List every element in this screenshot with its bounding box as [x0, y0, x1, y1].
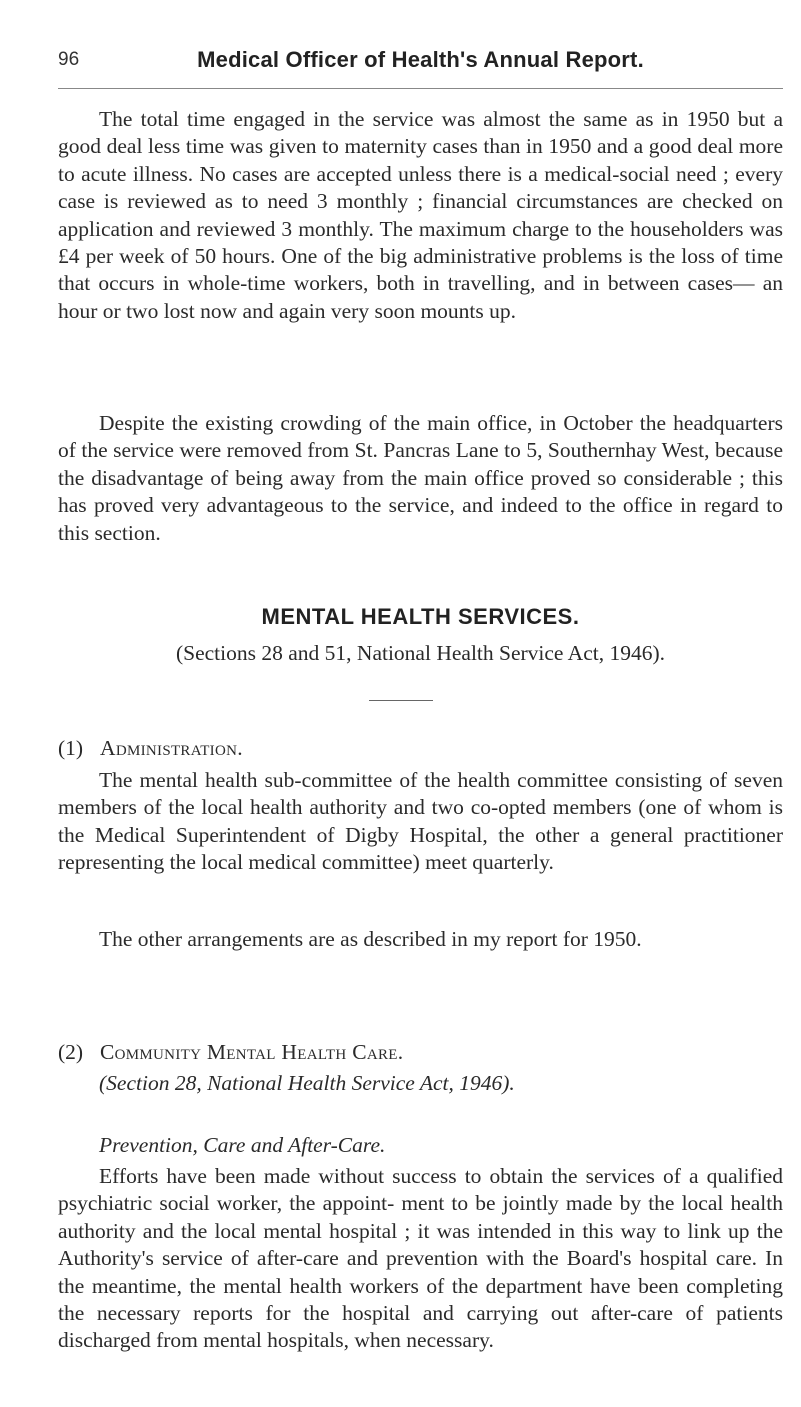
paragraph-time-engaged [58, 106, 783, 325]
page-header [58, 49, 783, 79]
body-paragraph: The total time engaged in the service was almost the same as in 1950 but a good deal less time was given to maternity cases than in 1950 and a good deal more to acute illness. No cases are accepted unless there is a medical-social need ; every case is reviewed as to need 3 monthly ; financial circumstances are checked on application and reviewed 3 monthly. The maximum charge to the householders was £4 per week of 50 hours. One of the big administrative problems is the loss of time that occurs in whole-time workers, both in travelling, and in between cases— an hour or two lost now and again very soon mounts up. [58, 107, 783, 323]
subsection-title: Community Mental Health Care. [100, 1040, 404, 1064]
section-subtitle: (Sections 28 and 51, National Health Service Act, 1946). [175, 641, 665, 665]
act-reference: (Section 28, National Health Service Act, 1946). [99, 1071, 515, 1095]
administration-body [58, 767, 783, 877]
page-number: 96 [58, 49, 80, 70]
community-care-reference [99, 1071, 783, 1096]
body-paragraph: Despite the existing crowding of the main office, in October the headquarters of the service were removed from St. Pancras Lane to 5, Southernhay West, because the disadvantage of being away from the main office proved so considerable ; this has proved very advantageous to the service, and indeed to the office in regard to this section. [58, 411, 783, 545]
administration-heading [58, 736, 783, 761]
running-title: Medical Officer of Health's Annual Report. [197, 47, 644, 72]
section-title: MENTAL HEALTH SERVICES. [261, 604, 580, 629]
subsection-number: (1) [58, 736, 84, 760]
subheading: Prevention, Care and After-Care. [99, 1133, 386, 1157]
body-paragraph: Efforts have been made without success to obtain the services of a qualified psychiatric social worker, the appoint- ment to be jointly made by the local health authority and the local mental hospital ; it was intended in this way to link up the Authority's service of after-care and prevention with the Board's hospital care. In the meantime, the mental health workers of the department have been completing the necessary reports for the hospital and carrying out after-care of patients discharged from mental hospitals, when necessary. [58, 1164, 783, 1353]
body-paragraph: The mental health sub-committee of the health committee consisting of seven members of the local health authority and two co-opted members (one of whom is the Medical Superintendent of Digby Hospital, the other a general practitioner representing the local medical committee) meet quarterly. [58, 768, 783, 875]
subsection-number: (2) [58, 1040, 84, 1064]
section-subheading [58, 641, 783, 666]
section-heading [58, 604, 783, 630]
paragraph-headquarters [58, 410, 783, 547]
section-divider [369, 700, 433, 701]
administration-body-2 [58, 926, 783, 953]
community-care-heading [58, 1040, 783, 1065]
header-rule [58, 88, 783, 89]
subsection-title: Administration. [100, 736, 243, 760]
prevention-body [58, 1163, 783, 1355]
prevention-heading [99, 1133, 783, 1158]
body-paragraph: The other arrangements are as described in my report for 1950. [99, 927, 642, 951]
